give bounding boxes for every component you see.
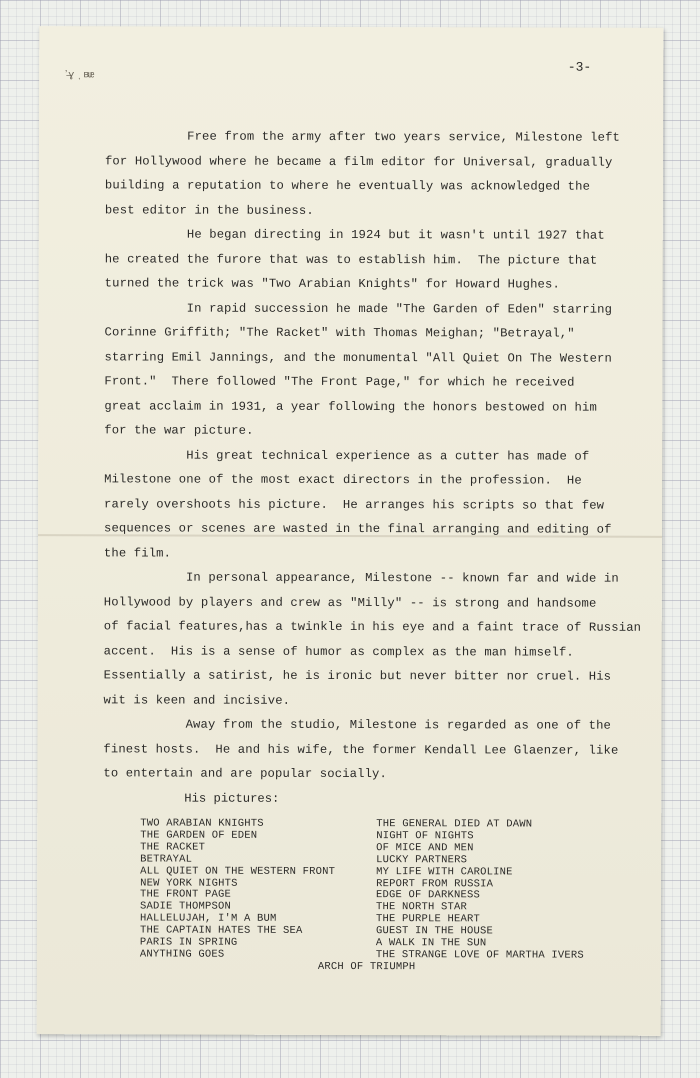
- film-title: THE CAPTAIN HATES THE SEA: [139, 924, 303, 938]
- film-list-right: [376, 819, 584, 962]
- body-line: he created the furore that was to establish him. The picture that: [104, 251, 598, 268]
- body-line: Free from the army after two years service, Milestone left: [105, 129, 621, 145]
- body-line: accent. His is a sense of humor as complex as the man himself.: [103, 643, 574, 660]
- body-line: Front." There followed "The Front Page," for which he received: [104, 374, 575, 390]
- film-title: EDGE OF DARKNESS: [376, 889, 481, 902]
- film-title: SADIE THOMPSON: [139, 900, 232, 914]
- body-line: best editor in the business.: [104, 202, 314, 218]
- body-line: Hollywood by players and crew as "Milly" -- is strong and handsome: [103, 594, 597, 611]
- body-line: building a reputation to where he eventually was acknowledged the: [104, 178, 591, 194]
- body-line: In personal appearance, Milestone -- known far and wide in: [103, 570, 619, 586]
- film-title: NIGHT OF NIGHTS: [376, 829, 474, 843]
- film-title: HALLELUJAH, I'M A BUM: [139, 912, 277, 926]
- film-title: THE FRONT PAGE: [140, 888, 232, 902]
- body-line: of facial features,has a twinkle in his eye and a faint trace of Russian: [103, 619, 642, 635]
- body-line: Milestone one of the most exact directors in the profession. He: [104, 472, 582, 488]
- film-title: REPORT FROM RUSSIA: [376, 877, 494, 890]
- body-line: great acclaim in 1931, a year following the honors bestowed on him: [104, 398, 597, 415]
- film-title: THE GENERAL DIED AT DAWN: [376, 818, 533, 831]
- film-title: THE NORTH STAR: [375, 901, 468, 914]
- body-line: turned the trick was "Two Arabian Knights" for Howard Hughes.: [104, 276, 560, 292]
- film-title: THE GARDEN OF EDEN: [140, 829, 258, 842]
- film-title: ALL QUIET ON THE WESTERN FRONT: [140, 865, 336, 878]
- film-title: GUEST IN THE HOUSE: [375, 925, 493, 938]
- body-line: His great technical experience as a cutter has made of: [104, 447, 590, 464]
- film-title: THE RACKET: [140, 841, 206, 854]
- film-title: TWO ARABIAN KNIGHTS: [140, 817, 264, 830]
- body-line: the film.: [103, 545, 172, 561]
- body-line: for the war picture.: [104, 423, 254, 438]
- film-title: BETRAYAL: [140, 853, 193, 866]
- body-line: Corinne Griffith; "The Racket" with Thomas Meighan; "Betrayal,": [104, 325, 575, 341]
- body-line: In rapid succession he made "The Garden of Eden" starring: [104, 300, 613, 317]
- film-title: THE PURPLE HEART: [375, 913, 481, 926]
- body-line: rarely overshoots his picture. He arranges his scripts so that few: [104, 496, 605, 513]
- body-text: [103, 124, 642, 787]
- film-list-left: [140, 818, 335, 961]
- body-line: Essentially a satirist, he is ironic but never bitter nor cruel. His: [103, 668, 612, 684]
- film-title: THE STRANGE LOVE OF MARTHA IVERS: [375, 949, 584, 962]
- body-line: sequences or scenes are wasted in the final arranging and editing of: [103, 521, 612, 537]
- corner-pencil-mark: ʼ̶ɣ ͅ ʙᵫ: [63, 70, 94, 82]
- film-title: PARIS IN SPRING: [139, 936, 238, 949]
- typed-page: [37, 26, 664, 1036]
- body-line: wit is keen and incisive.: [103, 692, 291, 708]
- film-title: LUCKY PARTNERS: [376, 853, 468, 867]
- film-title: NEW YORK NIGHTS: [140, 876, 238, 890]
- body-line: to entertain and are popular socially.: [103, 766, 388, 782]
- body-line: Away from the studio, Milestone is regarded as one of the: [103, 717, 612, 733]
- pictures-heading: His pictures:: [184, 791, 280, 806]
- body-line: starring Emil Jannings, and the monumental "All Quiet On The Western: [104, 349, 613, 366]
- page-number: -3-: [567, 59, 592, 75]
- film-title: A WALK IN THE SUN: [375, 937, 487, 950]
- body-line: finest hosts. He and his wife, the former Kendall Lee Glaenzer, like: [103, 741, 619, 758]
- film-title-final: ARCH OF TRIUMPH: [317, 960, 416, 974]
- body-line: He began directing in 1924 but it wasn't until 1927 that: [104, 227, 605, 243]
- film-title: MY LIFE WITH CAROLINE: [376, 865, 513, 879]
- film-title: ANYTHING GOES: [139, 948, 225, 961]
- film-title: OF MICE AND MEN: [376, 841, 474, 855]
- body-line: for Hollywood where he became a film editor for Universal, gradually: [104, 153, 613, 170]
